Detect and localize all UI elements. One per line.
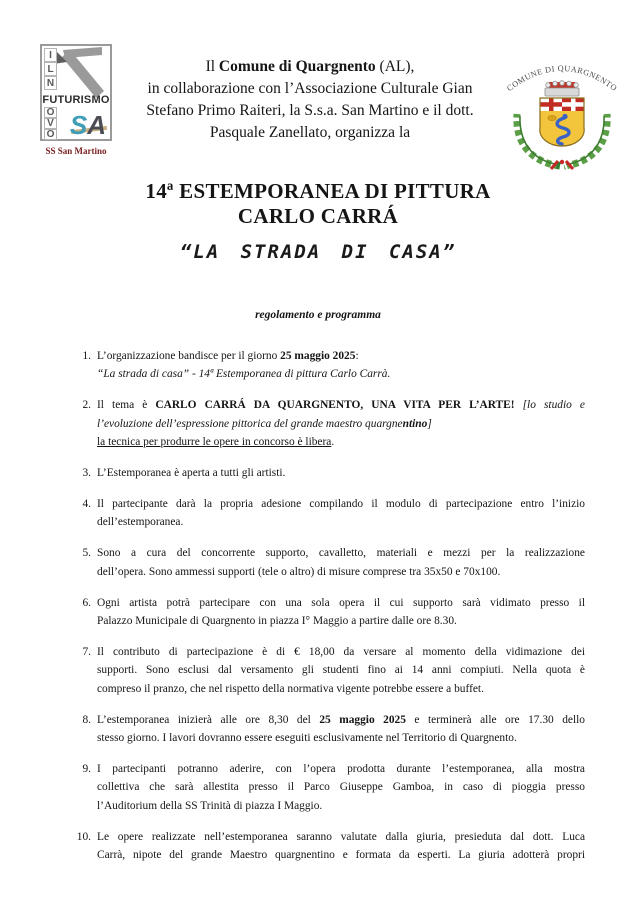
text-segment: [lo studio e	[522, 399, 585, 412]
text-line	[97, 778, 585, 796]
text-segment: e terminerà alle ore 17.30 dello	[405, 713, 586, 726]
text-line	[97, 347, 585, 365]
text-segment: Palazzo Municipale di Quargnento in piazza I° Maggio a partire dalle ore 8.30.	[97, 614, 457, 627]
text-line	[97, 661, 585, 679]
item-number: 1.	[82, 350, 91, 362]
text-line	[97, 464, 585, 482]
logo-letter: L	[44, 62, 57, 76]
text-line	[97, 433, 585, 451]
list-item	[72, 711, 585, 748]
list-item	[72, 594, 585, 631]
text-segment: l’evoluzione dell’espressione pittorica del grande maestro quargne	[97, 417, 403, 430]
coat-of-arms-icon	[502, 34, 622, 170]
list-item	[72, 828, 585, 865]
item-number: 5.	[82, 547, 91, 560]
crest-arc-text: COMUNE DI QUARGNENTO	[505, 63, 619, 94]
item-number: 7.	[82, 645, 91, 658]
text-segment: L’estemporanea inizierà alle ore 8,30 del	[97, 713, 320, 726]
text-line	[97, 729, 585, 747]
text-segment: dell’estemporanea.	[97, 516, 184, 529]
item-text	[97, 544, 585, 581]
logo-letter-a: A	[87, 110, 106, 140]
logo-caption: SS San Martino	[45, 146, 107, 156]
logo-letter-s: S	[69, 110, 88, 140]
text-segment: .	[331, 436, 335, 449]
text-line	[97, 365, 585, 383]
text-segment: dell’opera. Sono ammessi supporti (tele o altro) di misure comprese tra 35x50 e 70x100.	[97, 565, 501, 578]
text-segment: 25 maggio 2025	[280, 350, 356, 362]
text-segment: Sono a cura del concorrente supporto, cavalletto, materiali e mezzi per la realizzazione	[97, 547, 585, 560]
text-segment: CARLO CARRÁ DA QUARGNENTO, UNA VITA PER L’ARTE!	[155, 399, 515, 412]
list-item	[72, 347, 585, 384]
text-segment: Il	[205, 58, 219, 75]
text-segment: Comune di Quargnento	[218, 58, 376, 75]
text-segment: collettiva che sarà allestita presso il Parco Giuseppe Gamboa, in caso di pioggia presso	[97, 781, 585, 794]
text-segment: 25 maggio 2025	[319, 713, 406, 726]
logo-letter: I	[44, 48, 57, 62]
event-title-line-1: 14ª ESTEMPORANEA DI PITTURA	[145, 179, 491, 203]
list-item	[72, 544, 585, 581]
text-segment: L’Estemporanea è aperta a tutti gli artisti.	[97, 467, 286, 480]
text-line	[97, 828, 585, 846]
list-item	[72, 396, 585, 451]
item-text	[97, 643, 585, 698]
item-text	[97, 594, 585, 631]
text-segment: Il contributo di partecipazione è di € 18,00 da versare al momento della vidimazione dei	[97, 645, 585, 658]
item-text	[97, 495, 585, 532]
list-item	[72, 464, 585, 482]
organizer-line-4: Pasquale Zanellato, organizza la	[209, 124, 411, 141]
text-segment: stesso giorno. I lavori dovranno essere eseguiti esclusivamente nel Territorio di Quargnento.	[97, 732, 517, 744]
text-line	[97, 846, 585, 864]
item-text	[97, 828, 585, 865]
event-title	[0, 179, 636, 229]
logo-letter: N	[44, 76, 57, 90]
municipal-crest	[502, 34, 622, 175]
text-line	[97, 544, 585, 562]
text-segment: ]	[427, 417, 432, 430]
association-logo	[40, 44, 118, 157]
list-item	[72, 643, 585, 698]
logo-letter: V	[44, 118, 57, 129]
text-segment: I partecipanti potranno aderire, con l’opera prodotta durante l’estemporanea, alla mostra	[97, 762, 585, 775]
item-number: 9.	[82, 762, 91, 775]
event-subtitle: “LA STRADA DI CASA”	[179, 241, 457, 263]
item-text	[97, 464, 585, 482]
text-line	[97, 415, 585, 433]
list-item	[72, 495, 585, 532]
item-number: 4.	[82, 497, 91, 510]
text-segment: Il partecipante darà la propria adesione compilando il modulo di partecipazione entro l’inizio	[97, 497, 585, 510]
text-segment: L’organizzazione bandisce per il giorno	[97, 350, 281, 362]
text-line	[97, 594, 585, 612]
organizer-line-1	[118, 56, 502, 78]
item-text	[97, 396, 585, 451]
text-segment: Carrà, nipote del grande Maestro quargnentino e formata da esperti. La giuria adotterà propri	[97, 849, 585, 862]
text-segment: Le opere realizzate nell’estemporanea saranno valutate dalla giuria, presieduta dal dott. Luca	[97, 830, 585, 843]
text-line	[97, 396, 585, 414]
text-line	[97, 513, 585, 531]
text-line	[97, 612, 585, 630]
text-segment: Il tema è	[97, 399, 156, 412]
event-title-line-2: CARLO CARRÁ	[237, 204, 399, 228]
text-segment: compreso il pranzo, che nel rispetto della normativa vigente potrebbe essere a buffet.	[97, 682, 484, 695]
logo-word-futurismo: FUTURISMO	[42, 94, 110, 106]
page-header	[0, 0, 636, 175]
item-number: 6.	[82, 596, 91, 609]
logo-acronym-sa	[70, 112, 106, 138]
text-line	[97, 711, 585, 729]
futurismo-logo-box	[40, 44, 112, 141]
text-segment: l’Auditorium della SS Trinità di piazza I Maggio.	[97, 799, 323, 812]
item-text	[97, 347, 585, 384]
text-line	[97, 495, 585, 513]
item-number: 2.	[82, 399, 91, 412]
text-line	[97, 680, 585, 698]
organizer-line-3: Stefano Primo Raiteri, la S.s.a. San Martino e il dott.	[146, 102, 474, 119]
organizer-text	[118, 34, 502, 144]
text-segment: supporti. Sono esclusi dal versamento gli studenti fino ai 14 anni compiuti. Nella quota è	[97, 664, 585, 677]
crest-crown-icon	[545, 81, 579, 96]
item-number: 10.	[76, 830, 91, 843]
organizer-line-2: in collaborazione con l’Associazione Culturale Gian	[147, 80, 473, 97]
text-line	[97, 643, 585, 661]
text-line	[97, 797, 585, 815]
text-segment: ntino	[402, 417, 428, 430]
logo-letter: O	[44, 129, 57, 140]
item-number: 8.	[82, 713, 91, 726]
regulation-list	[0, 347, 636, 864]
logo-letter: O	[44, 107, 57, 118]
text-segment: “La strada di casa” - 14ª Estemporanea di pittura Carlo Carrà.	[97, 368, 391, 381]
item-text	[97, 711, 585, 748]
text-segment	[515, 399, 523, 411]
text-segment: (AL),	[375, 58, 415, 75]
text-segment: Ogni artista potrà partecipare con una sola opera il cui supporto sarà vidimato presso il	[97, 596, 585, 609]
list-item	[72, 760, 585, 815]
text-line	[97, 563, 585, 581]
crest-shield-icon	[540, 98, 584, 146]
item-text	[97, 760, 585, 815]
text-segment: :	[355, 350, 359, 362]
section-label: regolamento e programma	[255, 309, 381, 321]
text-line	[97, 760, 585, 778]
item-number: 3.	[82, 467, 91, 480]
text-segment: la tecnica per produrre le opere in concorso è libera	[97, 436, 332, 449]
